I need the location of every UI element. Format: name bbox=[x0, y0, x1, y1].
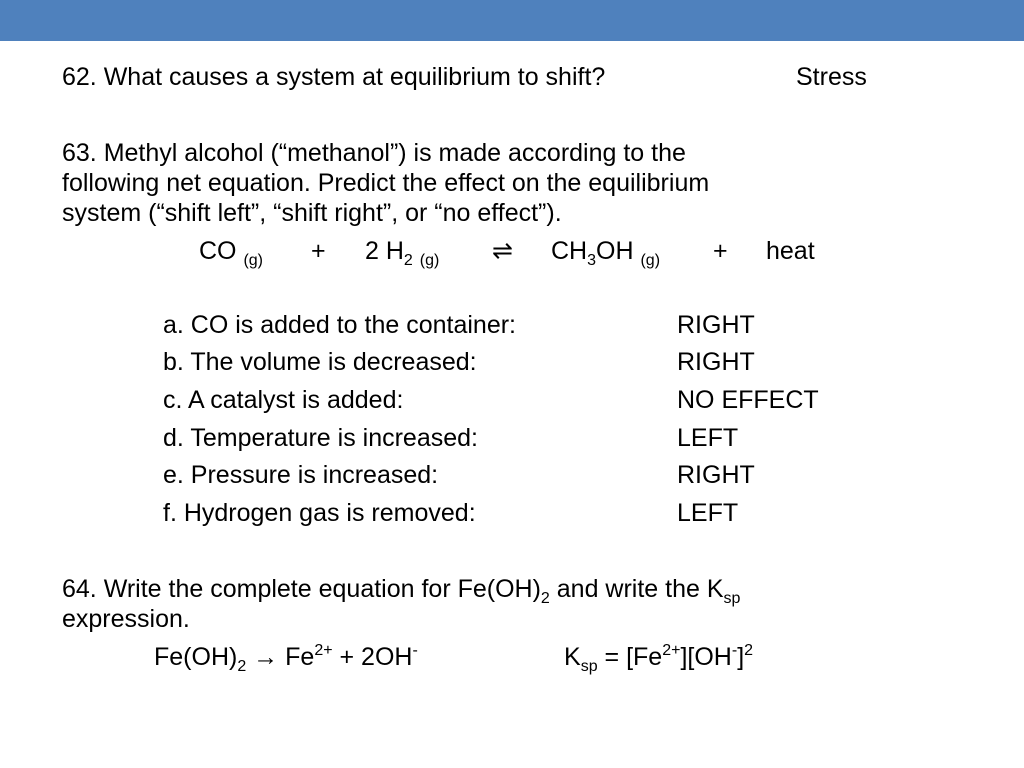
eq-ch3oh-part-b: OH bbox=[596, 237, 634, 265]
eq-h2-formula: 2 H bbox=[365, 237, 404, 265]
q64-ksp-expression bbox=[564, 642, 754, 675]
eq-ch3oh bbox=[551, 236, 661, 269]
eq-h2-subscript: 2 bbox=[403, 252, 413, 269]
eq64-plus-oh: + 2OH bbox=[332, 643, 413, 671]
item-label: e. Pressure is increased: bbox=[163, 461, 439, 489]
eq-plus-1: + bbox=[311, 237, 326, 265]
ksp-k: K bbox=[564, 643, 581, 671]
eq-equilibrium-arrow: ⇌ bbox=[492, 237, 513, 265]
q64-prompt-line-2: expression. bbox=[62, 605, 190, 633]
eq-h2 bbox=[365, 236, 440, 269]
item-answer: NO EFFECT bbox=[677, 386, 819, 414]
ksp-oh-charge: - bbox=[731, 642, 738, 659]
item-label: d. Temperature is increased: bbox=[163, 424, 478, 452]
eq-plus-2: + bbox=[713, 237, 728, 265]
eq-heat: heat bbox=[766, 237, 815, 265]
list-item bbox=[0, 460, 1024, 490]
q63-prompt-line-3: system (“shift left”, “shift right”, or “no effect”). bbox=[62, 199, 562, 227]
item-label: c. A catalyst is added: bbox=[163, 386, 404, 414]
list-item bbox=[0, 347, 1024, 377]
list-item bbox=[0, 385, 1024, 415]
eq-co bbox=[199, 236, 264, 269]
ksp-power: 2 bbox=[744, 642, 754, 659]
item-label: f. Hydrogen gas is removed: bbox=[163, 499, 476, 527]
eq-ch3oh-subscript: 3 bbox=[587, 252, 597, 269]
list-item bbox=[0, 498, 1024, 528]
q64-dissociation-equation bbox=[154, 642, 418, 675]
q62-answer: Stress bbox=[796, 63, 867, 91]
q63-prompt-line-1: 63. Methyl alcohol (“methanol”) is made according to the bbox=[62, 139, 686, 167]
item-answer: LEFT bbox=[677, 499, 739, 527]
q62-question: 62. What causes a system at equilibrium to shift? bbox=[62, 63, 606, 91]
item-answer: RIGHT bbox=[677, 348, 755, 376]
eq-co-formula: CO bbox=[199, 237, 237, 265]
ksp-open: = [Fe bbox=[597, 643, 663, 671]
q64-text-a: 64. Write the complete equation for Fe(OH) bbox=[62, 575, 541, 603]
eq-h2-state: (g) bbox=[419, 252, 440, 269]
list-item bbox=[0, 310, 1024, 340]
q64-feoh-subscript: 2 bbox=[540, 590, 550, 607]
q64-ksp-subscript: sp bbox=[723, 590, 741, 607]
ksp-close: ] bbox=[737, 643, 745, 671]
eq64-feoh-subscript: 2 bbox=[237, 658, 247, 675]
eq64-oh-charge: - bbox=[412, 642, 418, 659]
item-answer: RIGHT bbox=[677, 311, 755, 339]
ksp-mid: ][OH bbox=[680, 643, 732, 671]
eq64-feoh: Fe(OH) bbox=[154, 643, 238, 671]
header-bar bbox=[0, 0, 1024, 41]
eq-ch3oh-part-a: CH bbox=[551, 237, 588, 265]
eq-co-state: (g) bbox=[243, 252, 264, 269]
item-answer: RIGHT bbox=[677, 461, 755, 489]
item-label: a. CO is added to the container: bbox=[163, 311, 516, 339]
eq64-arrow-fe: → Fe bbox=[246, 643, 315, 671]
ksp-fe-charge: 2+ bbox=[662, 642, 681, 659]
item-label: b. The volume is decreased: bbox=[163, 348, 477, 376]
list-item bbox=[0, 423, 1024, 453]
q63-prompt-line-2: following net equation. Predict the effect on the equilibrium bbox=[62, 169, 710, 197]
ksp-subscript: sp bbox=[580, 658, 598, 675]
item-answer: LEFT bbox=[677, 424, 739, 452]
q64-text-b: and write the K bbox=[549, 575, 724, 603]
eq64-fe-charge: 2+ bbox=[314, 642, 333, 659]
q64-prompt-line-1 bbox=[62, 574, 741, 607]
eq-ch3oh-state: (g) bbox=[640, 252, 661, 269]
